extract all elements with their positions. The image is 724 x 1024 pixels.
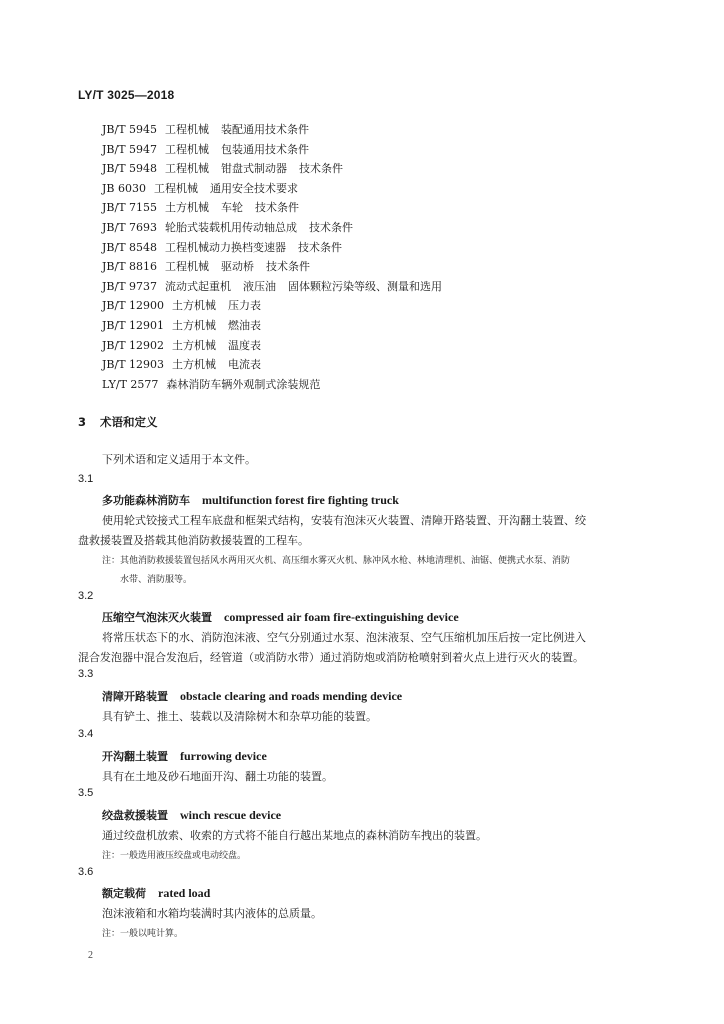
term-heading [102, 492, 399, 508]
term-en: compressed air foam fire-extinguishing device [224, 610, 459, 624]
term-zh: 压缩空气泡沫灭火装置 [102, 611, 212, 624]
reference-title-3 [298, 182, 310, 195]
reference-title: 轮胎式装载机用传动轴总成 [165, 220, 298, 234]
reference-title: 工程机械动力换档变速器 [165, 240, 287, 254]
document-id: LY/T 3025—2018 [78, 88, 175, 102]
reference-item [102, 218, 442, 238]
term-heading [102, 807, 281, 823]
term-number: 3.2 [78, 590, 94, 602]
reference-title-2 [320, 378, 332, 391]
reference-title: 土方机械 [172, 338, 217, 352]
term-heading [102, 609, 459, 625]
reference-title-3 [261, 319, 273, 332]
reference-title-2: 技术条件 [309, 220, 354, 234]
reference-title-2: 压力表 [228, 299, 262, 313]
term-number: 3.4 [78, 728, 94, 740]
term-definition: 具有铲土、推土、装载以及清除树木和杂草功能的装置。 [102, 710, 377, 723]
section-heading [78, 414, 158, 430]
reference-item [102, 179, 442, 199]
reference-item [102, 375, 442, 395]
reference-code: JB/T 8816 [102, 260, 158, 274]
reference-title-2: 驱动桥 [221, 260, 255, 274]
reference-code: JB/T 12901 [102, 318, 165, 332]
term-definition: 具有在土地及砂石地面开沟、翻土功能的装置。 [102, 770, 333, 783]
reference-title: 流动式起重机 [165, 279, 232, 293]
term-note: 注：一般选用液压绞盘或电动绞盘。 [102, 851, 247, 861]
term-number: 3.3 [78, 668, 94, 680]
reference-item [102, 140, 442, 160]
reference-code: JB/T 5948 [102, 162, 158, 176]
reference-title-3 [332, 378, 344, 391]
reference-code: JB/T 5945 [102, 123, 158, 136]
reference-title-3 [261, 339, 273, 352]
reference-title-3: 技术条件 [266, 260, 311, 274]
reference-item [102, 316, 442, 336]
term-definition: 通过绞盘机放索、收索的方式将不能自行越出某地点的森林消防车拽出的装置。 [102, 829, 487, 842]
term-number: 3.6 [78, 866, 94, 878]
reference-code: JB/T 7693 [102, 220, 158, 234]
reference-item [102, 355, 442, 375]
term-definition: 混合发泡器中混合发泡后，经管道（或消防水带）通过消防炮或消防枪喷射到着火点上进行灭火的装置。 [78, 651, 584, 664]
reference-title: 工程机械 [153, 181, 198, 195]
reference-item [102, 159, 442, 179]
reference-item [102, 296, 442, 316]
reference-title-3 [261, 358, 273, 371]
reference-title-3: 固体颗粒污染等级、测量和选用 [288, 279, 443, 293]
reference-code: JB/T 12903 [102, 358, 165, 372]
reference-title-2: 车轮 [221, 201, 244, 215]
normative-references-list [102, 120, 442, 394]
reference-title-2: 液压油 [243, 279, 277, 293]
reference-title: 工程机械 [165, 162, 210, 176]
reference-title: 土方机械 [172, 299, 217, 313]
reference-item [102, 120, 442, 140]
reference-item [102, 277, 442, 297]
section-number: 3 [78, 415, 87, 429]
reference-title-2: 电流表 [228, 358, 262, 372]
reference-code: JB/T 8548 [102, 240, 158, 254]
reference-title: 工程机械 [165, 142, 210, 156]
reference-item [102, 238, 442, 258]
reference-title: 土方机械 [172, 358, 217, 372]
reference-title-3: 技术条件 [255, 201, 300, 215]
reference-code: JB/T 9737 [102, 279, 158, 293]
reference-title-3 [261, 299, 273, 312]
reference-title-3 [342, 241, 354, 254]
term-en: multifunction forest fire fighting truck [202, 493, 399, 507]
term-zh: 开沟翻土装置 [102, 750, 168, 763]
reference-title: 森林消防车辆外观制式涂装规范 [166, 377, 321, 391]
reference-item [102, 336, 442, 356]
reference-title: 土方机械 [165, 201, 210, 215]
term-heading [102, 688, 402, 704]
reference-title-3: 技术条件 [299, 162, 344, 176]
term-zh: 额定载荷 [102, 887, 146, 900]
term-note: 注：一般以吨计算。 [102, 929, 184, 939]
term-number: 3.5 [78, 787, 94, 799]
term-en: furrowing device [180, 749, 267, 763]
term-en: rated load [158, 886, 211, 900]
reference-code: JB/T 12900 [102, 299, 165, 313]
term-zh: 绞盘救援装置 [102, 809, 168, 822]
reference-title-2: 钳盘式制动器 [221, 162, 288, 176]
reference-title-2: 温度表 [228, 338, 262, 352]
reference-title-2: 包装通用技术条件 [221, 142, 310, 156]
term-definition: 将常压状态下的水、消防泡沫液、空气分别通过水泵、泡沫液泵、空气压缩机加压后按一定比例进入 [102, 631, 586, 644]
reference-item [102, 257, 442, 277]
reference-code: JB/T 5947 [102, 142, 158, 156]
term-zh: 清障开路装置 [102, 690, 168, 703]
reference-title-2: 燃油表 [228, 318, 262, 332]
reference-item [102, 198, 442, 218]
term-definition: 泡沫液箱和水箱均装满时其内液体的总质量。 [102, 907, 322, 920]
section-title: 术语和定义 [100, 415, 158, 429]
term-en: winch rescue device [180, 808, 282, 822]
reference-title-2: 技术条件 [298, 240, 343, 254]
reference-title: 土方机械 [172, 318, 217, 332]
term-heading [102, 748, 267, 764]
term-zh: 多功能森林消防车 [102, 494, 190, 507]
reference-title-2: 通用安全技术要求 [209, 181, 298, 195]
reference-code: JB 6030 [102, 181, 146, 195]
term-note: 水带、消防服等。 [120, 575, 193, 585]
term-definition: 盘救援装置及搭载其他消防救援装置的工程车。 [78, 534, 309, 547]
page-number: 2 [88, 950, 93, 961]
reference-code: JB/T 7155 [102, 201, 158, 215]
reference-code: LY/T 2577 [102, 377, 159, 391]
term-en: obstacle clearing and roads mending device [180, 689, 403, 703]
section-intro: 下列术语和定义适用于本文件。 [102, 453, 256, 466]
reference-title: 工程机械 [165, 123, 210, 136]
term-definition: 使用轮式铰接式工程车底盘和框架式结构，安装有泡沫灭火装置、清障开路装置、开沟翻土装置、绞 [102, 514, 586, 527]
reference-title-2: 装配通用技术条件 [221, 123, 310, 136]
reference-title-3 [309, 143, 321, 156]
term-number: 3.1 [78, 473, 94, 485]
term-note: 注：其他消防救援装置包括风水两用灭火机、高压细水雾灭火机、脉冲风水枪、林地清理机、油锯、便携式水泵、消防 [102, 556, 571, 566]
reference-code: JB/T 12902 [102, 338, 165, 352]
reference-title-3 [309, 123, 321, 136]
reference-title-3 [353, 221, 365, 234]
reference-title: 工程机械 [165, 260, 210, 274]
term-heading [102, 885, 210, 901]
